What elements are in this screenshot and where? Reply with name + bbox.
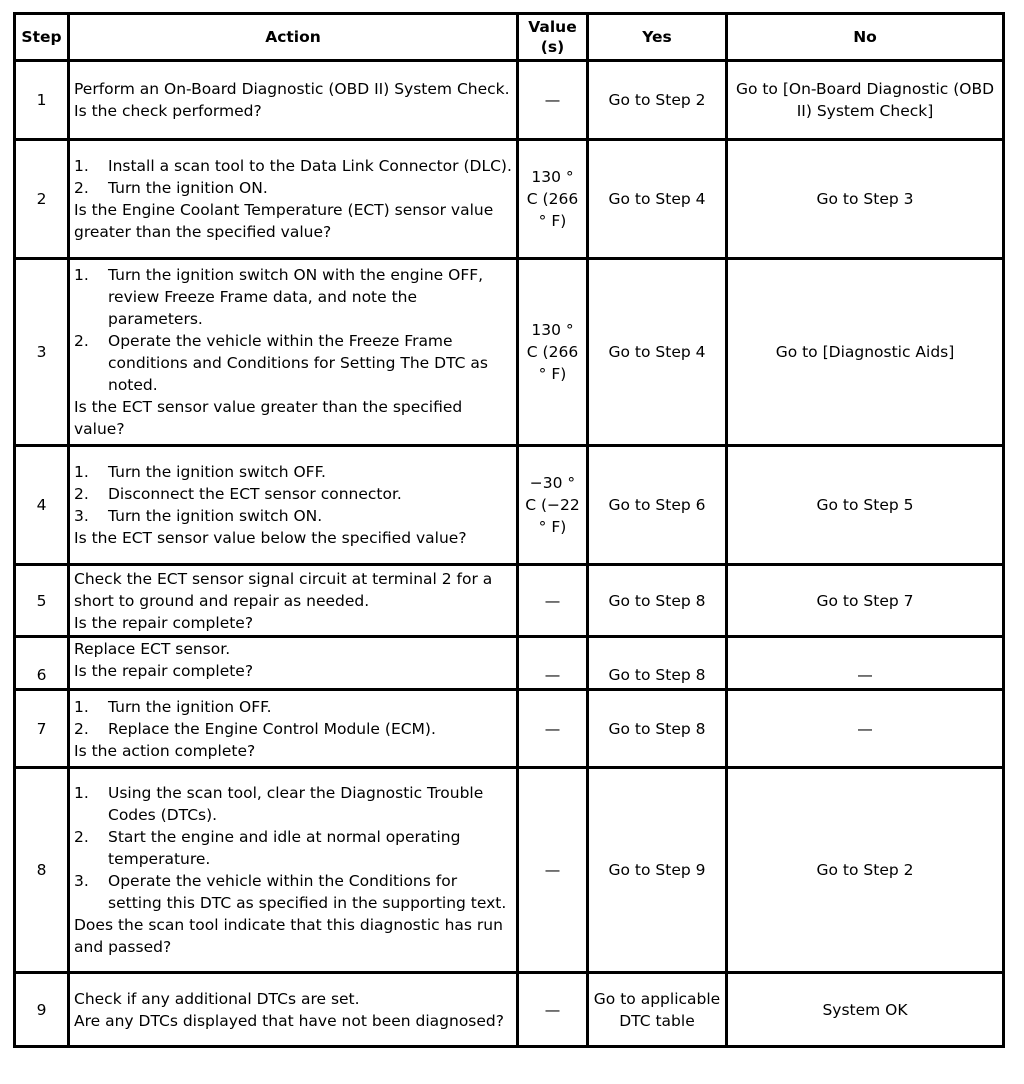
action-text: Check the ECT sensor signal circuit at terminal 2 for a short to ground and repair as needed. [74,569,493,610]
yes-cell: Go to Step 9 [588,768,727,973]
no-cell: Go to [On-Board Diagnostic (OBD II) System Check] [727,61,1004,140]
action-question: Is the action complete? [74,741,256,760]
action-cell [69,973,518,1047]
action-step-text: Operate the vehicle within the Conditions for setting this DTC as specified in the supporting text. [108,872,507,912]
step-number: 5 [15,565,69,637]
step-number: 8 [15,768,69,973]
action-cell [69,259,518,446]
header-action: Action [69,14,518,61]
table-row [15,61,1004,140]
step-number: 3 [15,259,69,446]
action-cell [69,690,518,768]
table-row [15,768,1004,973]
action-step: 2. Turn the ignition ON. [74,179,268,197]
step-number: 7 [15,690,69,768]
table-row [15,565,1004,637]
action-cell [69,446,518,565]
action-steps [74,155,512,199]
action-question: Is the Engine Coolant Temperature (ECT) sensor value greater than the specified value? [74,201,494,241]
action-step: 2. Disconnect the ECT sensor connector. [74,485,402,503]
yes-cell: Go to Step 6 [588,446,727,565]
value-cell: — [518,973,588,1047]
action-step-text: Replace the Engine Control Module (ECM). [108,719,436,738]
action-step: 1. Turn the ignition switch OFF. [74,463,326,481]
value-cell: — [518,768,588,973]
value-cell: — [518,690,588,768]
action-step-text: Turn the ignition switch OFF. [108,463,326,481]
action-step: 3. Turn the ignition switch ON. [74,507,323,525]
yes-cell: Go to Step 8 [588,565,727,637]
action-text: Replace ECT sensor. [74,640,231,658]
no-cell: Go to Step 5 [727,446,1004,565]
action-question: Is the ECT sensor value greater than the specified value? [74,398,463,438]
action-step-text: Install a scan tool to the Data Link Connector (DLC). [108,157,512,175]
action-question: Are any DTCs displayed that have not been diagnosed? [74,1011,504,1030]
action-step-text: Operate the vehicle within the Freeze Frame conditions and Conditions for Setting The DTC as noted. [108,332,488,394]
yes-cell: Go to Step 2 [588,61,727,140]
table-row [15,446,1004,565]
step-number: 1 [15,61,69,140]
table-row [15,637,1004,690]
action-step: 3. Operate the vehicle within the Conditions for setting this DTC as specified in the supporting text. [74,872,507,912]
value-cell: 130 ° C (266 ° F) [518,259,588,446]
step-number: 6 [15,637,69,690]
action-question: Is the repair complete? [74,662,254,680]
action-steps [74,264,512,396]
action-step-text: Disconnect the ECT sensor connector. [108,485,402,503]
header-value: Value (s) [518,14,588,61]
table-row [15,259,1004,446]
action-step-text: Using the scan tool, clear the Diagnostic Trouble Codes (DTCs). [108,784,484,824]
no-cell: — [727,690,1004,768]
table-row [15,973,1004,1047]
action-question: Is the check performed? [74,102,262,120]
action-cell [69,768,518,973]
action-step: 1. Using the scan tool, clear the Diagnostic Trouble Codes (DTCs). [74,784,484,824]
action-step: 1. Install a scan tool to the Data Link Connector (DLC). [74,157,512,175]
action-step-text: Turn the ignition switch ON. [108,507,323,525]
no-cell: Go to Step 2 [727,768,1004,973]
action-steps [74,696,512,740]
action-cell [69,61,518,140]
action-steps [74,782,512,914]
yes-cell: Go to Step 4 [588,259,727,446]
step-number: 4 [15,446,69,565]
action-cell [69,637,518,690]
action-step: 1. Turn the ignition OFF. [74,697,272,716]
table-row [15,140,1004,259]
diagnostic-table [13,12,1005,1048]
action-step-text: Turn the ignition ON. [108,179,268,197]
action-step: 2. Replace the Engine Control Module (ECM). [74,719,436,738]
no-cell: Go to Step 3 [727,140,1004,259]
no-cell: Go to [Diagnostic Aids] [727,259,1004,446]
action-text: Check if any additional DTCs are set. [74,989,360,1008]
action-question: Is the repair complete? [74,613,254,632]
action-text: Perform an On-Board Diagnostic (OBD II) System Check. [74,80,510,98]
no-cell: System OK [727,973,1004,1047]
action-steps [74,461,512,527]
yes-cell: Go to Step 8 [588,690,727,768]
value-cell: −30 ° C (−22 ° F) [518,446,588,565]
value-cell: 130 ° C (266 ° F) [518,140,588,259]
yes-cell: Go to applicable DTC table [588,973,727,1047]
action-cell [69,140,518,259]
action-step-text: Turn the ignition switch ON with the engine OFF, review Freeze Frame data, and note the parameters. [108,266,484,328]
value-cell: — [518,61,588,140]
table-row [15,690,1004,768]
action-question: Does the scan tool indicate that this diagnostic has run and passed? [74,916,503,956]
action-step: 2. Start the engine and idle at normal operating temperature. [74,828,461,868]
no-cell: Go to Step 7 [727,565,1004,637]
action-question: Is the ECT sensor value below the specified value? [74,529,467,547]
header-no: No [727,14,1004,61]
action-step: 1. Turn the ignition switch ON with the engine OFF, review Freeze Frame data, and note the parameters. [74,266,484,328]
action-cell [69,565,518,637]
value-cell: — [518,565,588,637]
step-number: 2 [15,140,69,259]
yes-cell: Go to Step 8 [588,637,727,690]
header-step: Step [15,14,69,61]
step-number: 9 [15,973,69,1047]
header-row [15,14,1004,61]
value-cell: — [518,637,588,690]
action-step-text: Turn the ignition OFF. [108,697,272,716]
action-step-text: Start the engine and idle at normal operating temperature. [108,828,461,868]
no-cell: — [727,637,1004,690]
header-yes: Yes [588,14,727,61]
yes-cell: Go to Step 4 [588,140,727,259]
action-step: 2. Operate the vehicle within the Freeze Frame conditions and Conditions for Setting The DTC as noted. [74,332,488,394]
